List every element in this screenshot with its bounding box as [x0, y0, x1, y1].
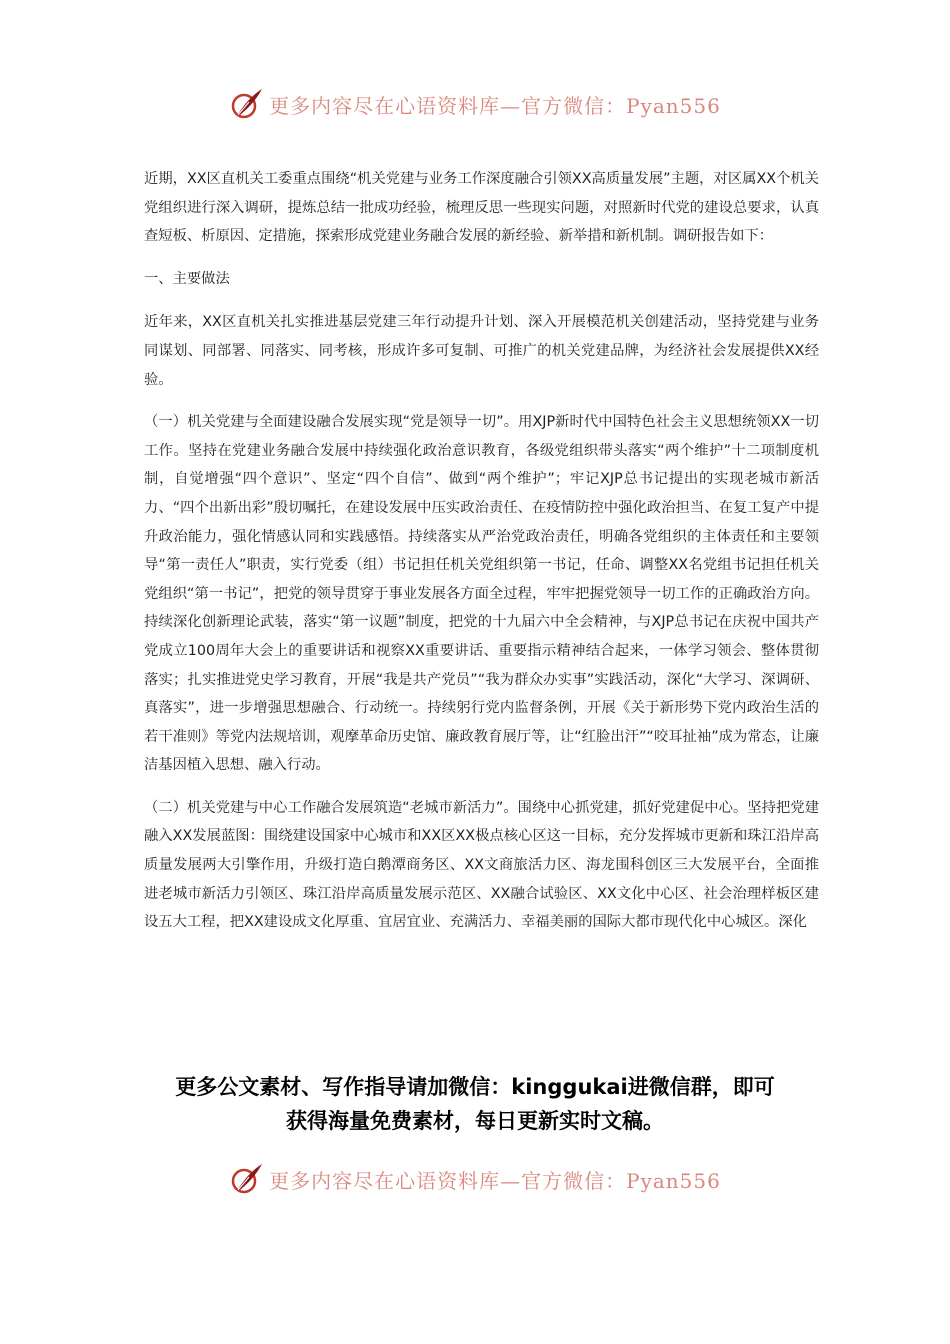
section-one-paragraph: （一）机关党建与全面建设融合发展实现“党是领导一切”。用XJP新时代中国特色社会主义思想统领XX一切工作。坚持在党建业务融合发展中持续强化政治意识教育，各级党组织带头落实“两个维护”十二项制度机制，自觉增强“四个意识”、坚定“四个自信”、做到“两个维护”；牢记XJP总书记提出的实现老城市新活力、“四个出新出彩”殷切嘱托，在建设发展中压实政治责任、在疫情防控中强化政治担当、在复工复产中提升政治能力，强化情感认同和实践感悟。持续落实从严治党政治责任，明确各党组织的主体责任和主要领导“第一责任人”职责，实行党委（组）书记担任机关党组织第一书记，任命、调整XX名党组书记担任机关党组织“第一书记”，把党的领导贯穿于事业发展各方面全过程，牢牢把握党领导一切工作的正确政治方向。持续深化创新理论武装，落实“第一议题”制度，把党的十九届六中全会精神，与XJP总书记在庆祝中国共产党成立100周年大会上的重要讲话和视察XX重要讲话、重要指示精神结合起来，一体学习领会、整体贯彻落实；扎实推进党史学习教育，开展“我是共产党员”“我为群众办实事”实践活动，深化“大学习、深调研、真落实”，进一步增强思想融合、行动统一。持续躬行党内监督条例，开展《关于新形势下党内政治生活的若干准则》等党内法规培训，观摩革命历史馆、廉政教育展厅等，让“红脸出汗”“咬耳扯袖”成为常态，让廉洁基因植入思想、融入行动。 [144, 414, 819, 774]
footer-banner [0, 1157, 950, 1201]
intro-paragraph: 近期，XX区直机关工委重点围绕“机关党建与业务工作深度融合引领XX高质量发展”主题，对区属XX个机关党组织进行深入调研，提炼总结一批成功经验，梳理反思一些现实问题，对照新时代党的建设总要求，认真查短板、析原因、定措施，探索形成党建业务融合发展的新经验、新举措和新机制。调研报告如下： [144, 171, 819, 245]
promo-line-2: 获得海量免费素材，每日更新实时文稿。 [286, 1109, 664, 1133]
overview-paragraph: 近年来，XX区直机关扎实推进基层党建三年行动提升计划、深入开展模范机关创建活动，坚持党建与业务同谋划、同部署、同落实、同考核，形成许多可复制、可推广的机关党建品牌，为经济社会发展提供XX经验。 [144, 314, 819, 388]
document-body [144, 165, 819, 951]
section-two-paragraph: （二）机关党建与中心工作融合发展筑造“老城市新活力”。围绕中心抓党建，抓好党建促中心。坚持把党建融入XX发展蓝图：围绕建设国家中心城市和XX区XX极点核心区这一目标，充分发挥城市更新和珠江沿岸高质量发展两大引擎作用，升级打造白鹅潭商务区、XX文商旅活力区、海龙围科创区三大发展平台，全面推进老城市新活力引领区、珠江沿岸高质量发展示范区、XX融合试验区、XX文化中心区、社会治理样板区建设五大工程，把XX建设成文化厚重、宜居宜业、充满活力、幸福美丽的国际大都市现代化中心城区。深化 [144, 799, 819, 931]
banner-text: 更多内容尽在心语资料库—官方微信：Pyan556 [269, 93, 721, 118]
banner-text: 更多内容尽在心语资料库—官方微信：Pyan556 [269, 1168, 721, 1193]
header-banner [0, 82, 950, 126]
promo-line-1: 更多公文素材、写作指导请加微信：kinggukai进微信群，即可 [175, 1075, 775, 1099]
quill-pen-logo-icon [229, 86, 265, 122]
promo-notice [100, 1070, 850, 1138]
section-heading: 一、主要做法 [144, 270, 230, 287]
quill-pen-logo-icon [229, 1161, 265, 1197]
